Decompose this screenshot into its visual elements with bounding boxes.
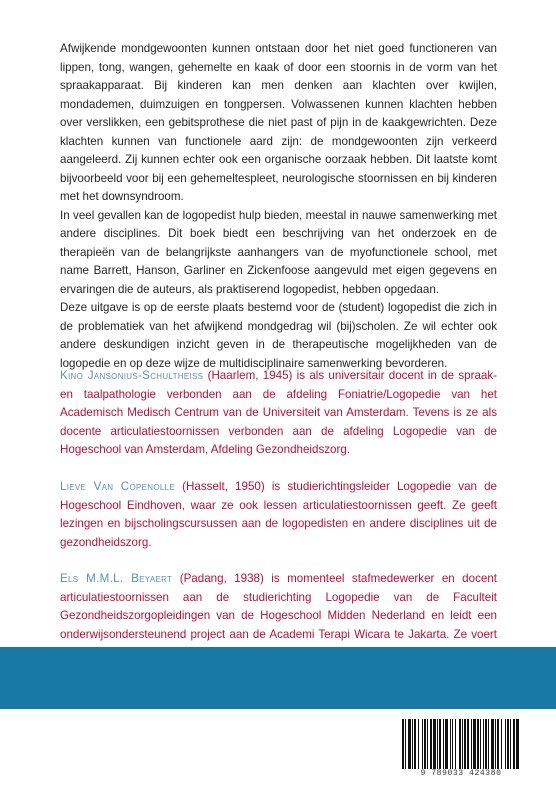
barcode-bar <box>471 719 472 769</box>
barcode-bar <box>510 719 511 769</box>
barcode-bar <box>402 719 404 769</box>
description-paragraph-1: Afwijkende mondgewoonten kunnen ontstaan door het niet goed functioneren van lippen, tong, wangen, gehemelte en kaak of door een stoornis in de vorm van het spraakapparaat. Bij kinderen kan men denken aan klachten over kwijlen, mondademen, duimzuigen en tongpersen. Volwassenen kunnen klachten hebben over verslikken, een gebitsprothese die niet past of pijn in de kaakgewrichten. Deze klachten kunnen van functionele aard zijn: de mondgewoonten zijn verkeerd aangeleerd. Zij kunnen echter ook een organische oorzaak hebben. Dit laatste komt bijvoorbeeld voor bij een gehemeltespleet, neurologische stoornissen en bij kinderen met het downsyndroom. <box>60 42 497 203</box>
barcode-bar <box>491 719 494 769</box>
isbn-barcode <box>400 717 522 787</box>
author-name: Kino Jansonius-Schultheiss <box>60 369 204 382</box>
author-bio-van-copenolle <box>60 478 497 552</box>
barcode-bar <box>418 719 419 769</box>
barcode-bar <box>450 719 451 769</box>
barcode-bar <box>516 719 519 769</box>
barcode-bar <box>414 719 416 769</box>
barcode-bar <box>412 719 413 769</box>
cover-color-band <box>0 647 556 709</box>
barcode-bar <box>455 719 456 769</box>
barcode-bar <box>424 719 426 769</box>
barcode-bar <box>513 719 515 769</box>
barcode-bar <box>452 719 453 769</box>
barcode-bar <box>495 719 496 769</box>
barcode-bar <box>505 719 506 769</box>
barcode-bar <box>462 719 463 769</box>
author-name: Lieve Van Copenolle <box>60 480 176 493</box>
barcode-bar <box>497 719 499 769</box>
author-bio-text: (Padang, 1938) is momenteel stafmedewerker en docent articulatiestoornissen aan de studierichting Logopedie van de Faculteit Gezondheidszorgopleidingen van de Hogeschool Midden Nederland en leidt een onderwijsondersteunend project aan de Academi Terapi Wicara te Jakarta. Ze voert <box>60 572 497 641</box>
barcode-bar <box>439 719 441 769</box>
description-paragraph-2: In veel gevallen kan de logopedist hulp bieden, meestal in nauwe samenwerking met andere disciplines. Dit boek biedt een beschrijving van het onderzoek en de therapieën van de belangrijkste aanhangers van de myofunctionele school, met name Barrett, Hanson, Garliner en Zickenfoose aangevuld met eigen gegevens en ervaringen die de auteurs, als praktiserend logopedist, hebben opgedaan. <box>60 208 497 296</box>
barcode-bar <box>408 719 411 769</box>
barcode-bar <box>477 719 479 769</box>
barcode-bar <box>467 719 469 769</box>
barcode-bar <box>473 719 476 769</box>
author-bio-text: (Hasselt, 1950) is studierichtingsleider Logopedie van de Hogeschool Eindhoven, waar ze ook lessen articulatiestoornissen geeft. Ze geeft lezingen en bijscholingscursussen aan de logopedisten en andere disciplines uit de gezondheidszorg. <box>60 480 497 549</box>
description-paragraph-3: Deze uitgave is op de eerste plaats bestemd voor de (student) logopedist die zich in de problematiek van het afwijkend mondgedrag wil (bij)scholen. Ze wil echter ook andere deskundigen inzicht geven in de therapeutische mogelijkheden van de logopedie en op deze wijze de multidisciplinaire samenwerking bevorderen. <box>60 301 497 370</box>
isbn-number: 9 789033 424380 <box>420 769 502 778</box>
author-name: Els M.M.L. Beyaert <box>60 572 173 585</box>
barcode-bar <box>405 719 406 769</box>
barcode-bar <box>437 719 438 769</box>
barcode-bar <box>427 719 428 769</box>
barcode-bar <box>483 719 484 769</box>
barcode-bar <box>464 719 466 769</box>
barcode-bar <box>488 719 489 769</box>
description-text <box>60 40 497 373</box>
barcode-bar <box>507 719 509 769</box>
author-bio-jansonius <box>60 367 497 460</box>
barcode-bar <box>501 719 502 769</box>
author-bio-text: (Haarlem, 1945) is als universitair docent in de spraak- en taalpathologie verbonden aan de afdeling Foniatrie/Logopedie van het Academisch Medisch Centrum van de Universiteit van Amsterdam. Tevens is ze als docente articulatiestoornissen verbonden aan de afdeling Logopedie van de Hogeschool van Amsterdam, Afdeling Gezondheidszorg. <box>60 369 497 456</box>
barcode-bar <box>445 719 448 769</box>
barcode-bar <box>443 719 444 769</box>
barcode-bar <box>430 719 432 769</box>
barcode-bar <box>459 719 461 769</box>
barcode-bar <box>485 719 487 769</box>
barcode-bar <box>422 719 423 769</box>
barcode-bar <box>433 719 436 769</box>
barcode-bars <box>402 719 520 769</box>
barcode-bar <box>480 719 481 769</box>
